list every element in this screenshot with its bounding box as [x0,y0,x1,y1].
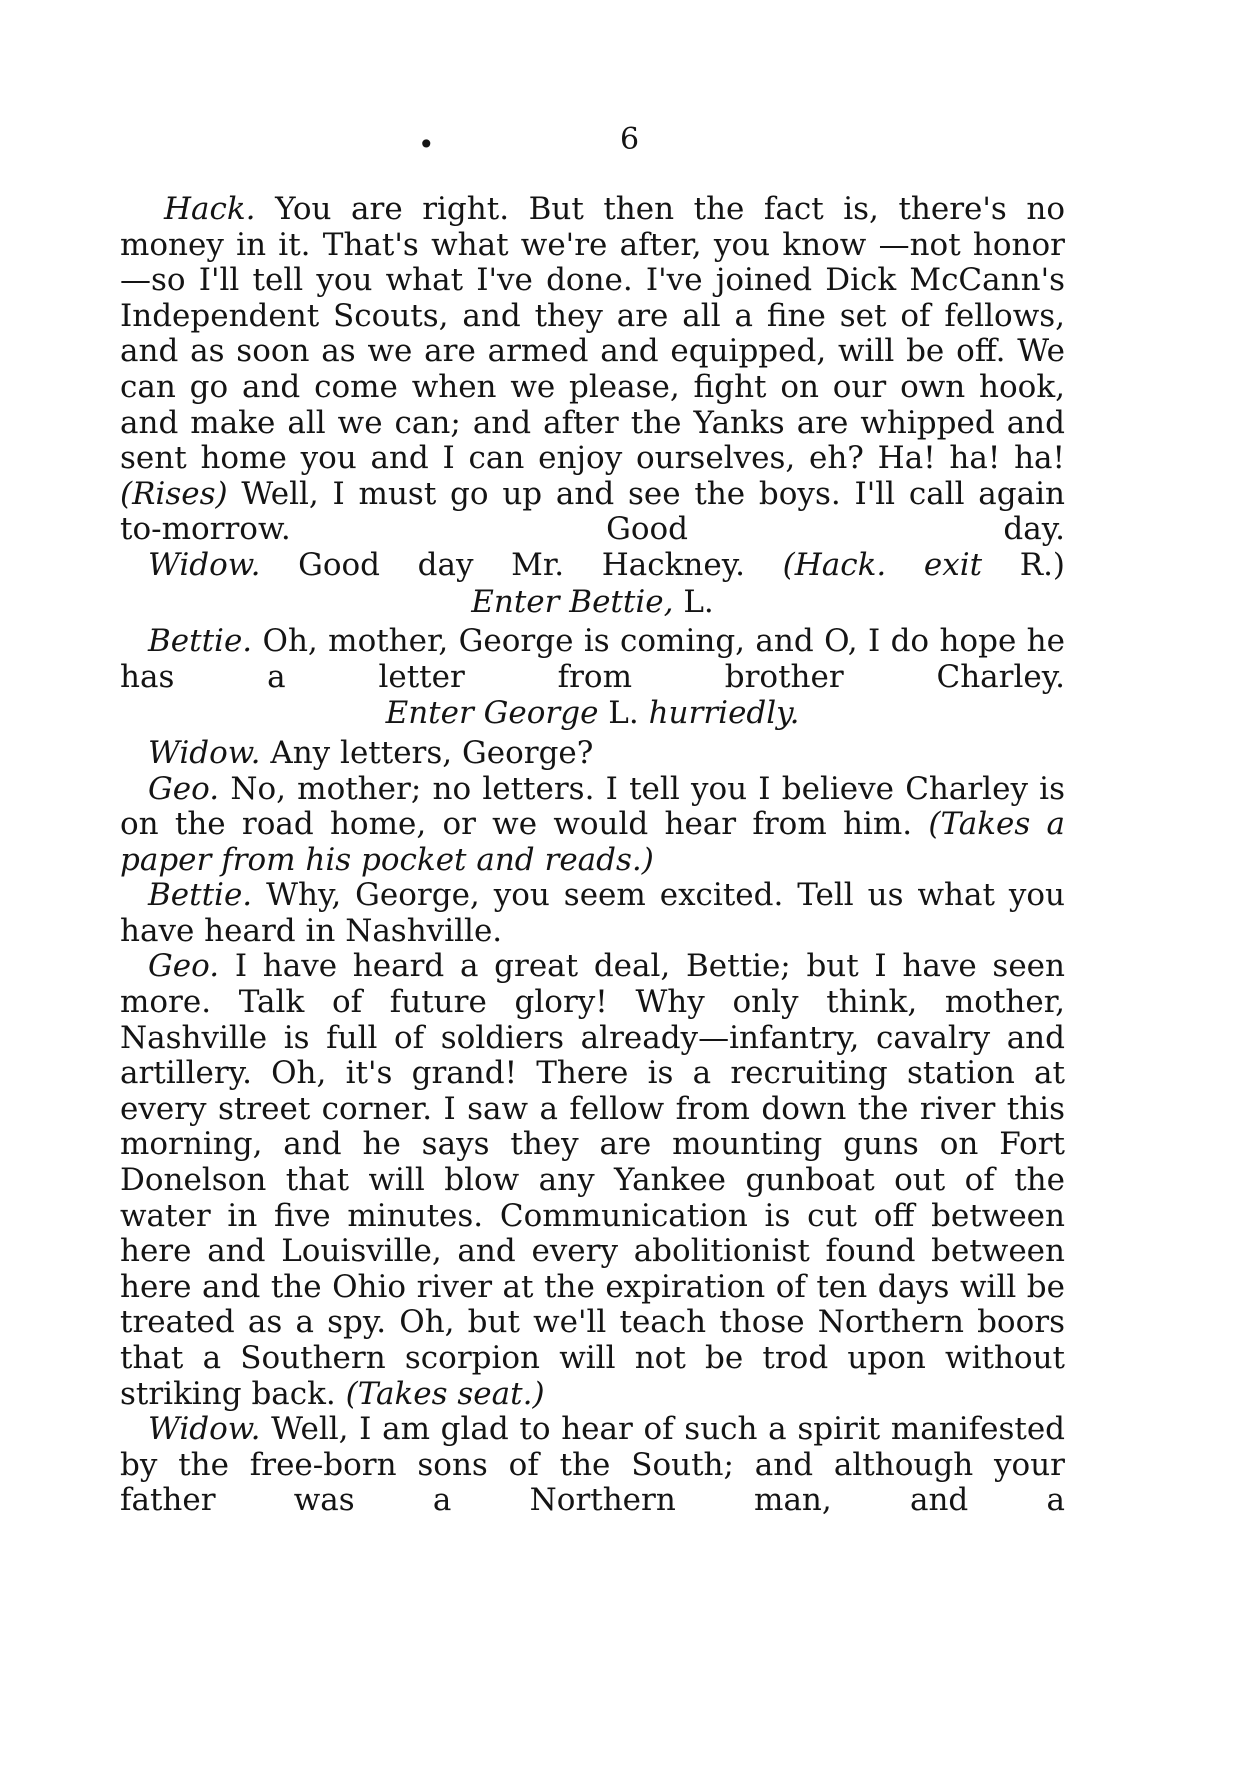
speaker-name: Bettie. [148,623,253,660]
stage-direction: (Hack. exit [782,546,983,583]
speaker-name: Widow. [148,734,261,771]
page-number: 6 [619,122,640,157]
dialogue-paragraph [120,192,1065,548]
speaker-name: Geo. [148,770,220,807]
stage-direction-mark: L. [608,695,639,732]
dialogue-paragraph [120,736,1065,772]
dialogue-paragraph [120,1412,1065,1519]
stage-direction: (Takes a paper from his pocket and reads.) [120,806,1065,878]
dialogue-paragraph [120,772,1065,879]
stage-direction-line [120,696,1065,732]
dialogue-paragraph [120,624,1065,695]
speaker-name: Widow. [148,546,261,583]
stage-direction: Enter George [385,695,599,732]
dialogue-text: Oh, mother, George is coming, and O, I do hope he has a letter from brother Charley. [120,623,1065,695]
stage-direction: (Takes seat.) [345,1375,545,1412]
dialogue-paragraph [120,949,1065,1412]
dialogue-text: No, mother; no letters. I tell you I believe Charley is on the road home, or we would hear from him. [120,770,1065,843]
stage-direction-line [120,585,1065,621]
dialogue-text: Any letters, George? [270,734,594,771]
dialogue-text: Well, I am glad to hear of such a spirit manifested by the free-born sons of the South; and although your father was a Northern man, and a [120,1411,1066,1519]
dialogue-text: Good day Mr. Hackney. [298,546,745,583]
speaker-name: Widow. [148,1411,261,1448]
speaker-name: Bettie. [148,877,253,914]
stage-direction: (Rises) [120,475,228,512]
page-body [120,192,1065,1519]
stage-direction: Enter Bettie, [471,583,674,620]
stage-direction-mark: L. [683,583,714,620]
stage-direction: hurriedly. [648,695,800,732]
dialogue-paragraph [120,548,1065,584]
stage-direction-mark: R.) [1019,546,1066,583]
dialogue-text: Well, I must go up and see the boys. I'll call again to-morrow. Good day. [120,475,1065,548]
dialogue-text: I have heard a great deal, Bettie; but I have seen more. Talk of future glory! Why only think, mother, Nashville is full of soldiers already—infantry, cavalry and artillery. Oh, it's grand! There is a recruiting station at every street corner. I saw a fellow from down the river this morning, and he says they are mounting guns on Fort Donelson that will blow any Yankee gunboat out of the water in five minutes. Communication is cut off between here and Louisville, and every abolitionist found between here and the Ohio river at the expiration of ten days will be treated as a spy. Oh, but we'll teach those Northern boors that a Southern scorpion will not be trod upon without striking back. [120,948,1065,1412]
page-mark: • [418,128,435,161]
speaker-name: Hack. [164,191,256,227]
dialogue-text: Why, George, you seem excited. Tell us what you have heard in Nashville. [120,877,1065,949]
speaker-name: Geo. [148,948,220,985]
dialogue-text: You are right. But then the fact is, there's no money in it. That's what we're after, you know —not honor—so I'll tell you what I've done. I've joined Dick McCann's Independent Scouts, and they are all a fine set of fellows, and as soon as we are armed and equipped, will be off. We can go and come when we please, fight on our own hook, and make all we can; and after the Yanks are whipped and sent home you and I can enjoy ourselves, eh? Ha! ha! ha! [120,191,1065,477]
dialogue-paragraph [120,878,1065,949]
